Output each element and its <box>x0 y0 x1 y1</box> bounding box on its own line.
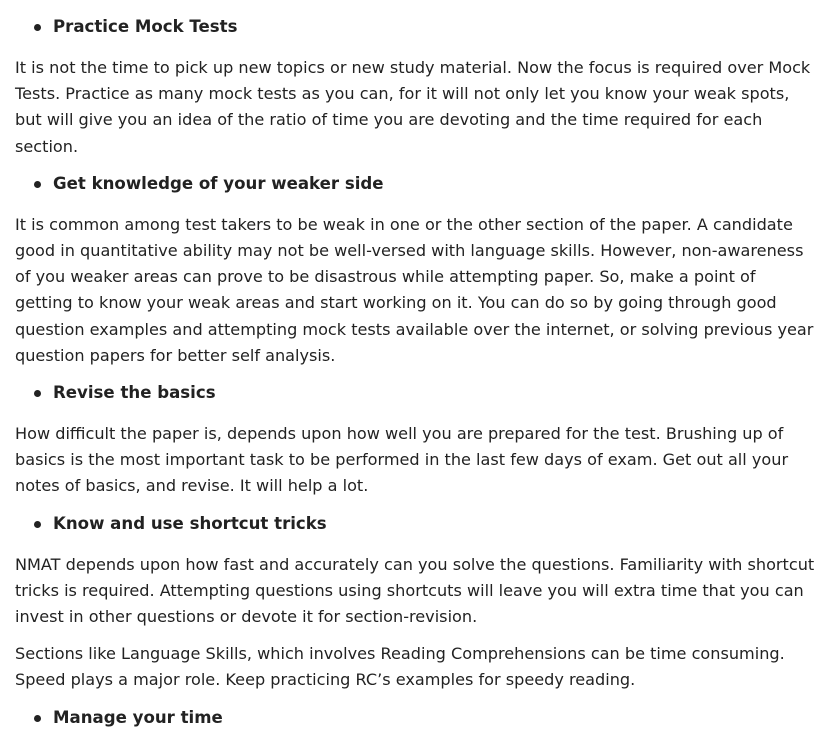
bullet-icon <box>34 715 41 722</box>
section-heading <box>15 705 815 731</box>
bullet-icon <box>34 521 41 528</box>
bullet-icon <box>34 181 41 188</box>
paragraph: It is not the time to pick up new topics or new study material. Now the focus is required over Mock Tests. Practice as many mock tests as you can, for it will not only let you know your weak spots, but will give you an idea of the ratio of time you are devoting and the time required for each section. <box>15 58 811 156</box>
section-heading-text: Know and use shortcut tricks <box>53 513 327 533</box>
section-heading-text: Get knowledge of your weaker side <box>53 173 384 193</box>
paragraph: It is common among test takers to be weak in one or the other section of the paper. A candidate good in quantitative ability may not be well-versed with language skills. However, non-awareness of you weaker areas can prove to be disastrous while attempting paper. So, make a point of getting to know your weak areas and start working on it. You can do so by going through good question examples and attempting mock tests available over the internet, or solving previous year question papers for better self analysis. <box>15 214 814 365</box>
section-heading <box>15 380 815 406</box>
paragraph: NMAT depends upon how fast and accurately can you solve the questions. Familiarity with shortcut tricks is required. Attempting questions using shortcuts will leave you will extra time that you can invest in other questions or devote it for section-revision. <box>15 554 815 627</box>
section-heading <box>15 171 815 197</box>
section-heading <box>15 14 815 40</box>
paragraph: How difficult the paper is, depends upon how well you are prepared for the test. Brushing up of basics is the most important task to be performed in the last few days of exam. Get out all your notes of basics, and revise. It will help a lot. <box>15 424 789 496</box>
section-heading-text: Manage your time <box>53 707 223 727</box>
article-body <box>15 14 815 746</box>
bullet-icon <box>34 390 41 397</box>
section-heading-text: Practice Mock Tests <box>53 17 238 36</box>
section-heading-list <box>15 380 815 406</box>
paragraph: Sections like Language Skills, which involves Reading Comprehensions can be time consuming. Speed plays a major role. Keep practicing RC’s examples for speedy reading. <box>15 644 785 690</box>
section-heading-list <box>15 705 815 731</box>
section-heading-list <box>15 171 815 197</box>
section-heading-list <box>15 511 815 537</box>
section-heading-text: Revise the basics <box>53 383 216 403</box>
bullet-icon <box>34 24 41 31</box>
section-heading-list <box>15 14 815 40</box>
section-heading <box>15 511 815 537</box>
